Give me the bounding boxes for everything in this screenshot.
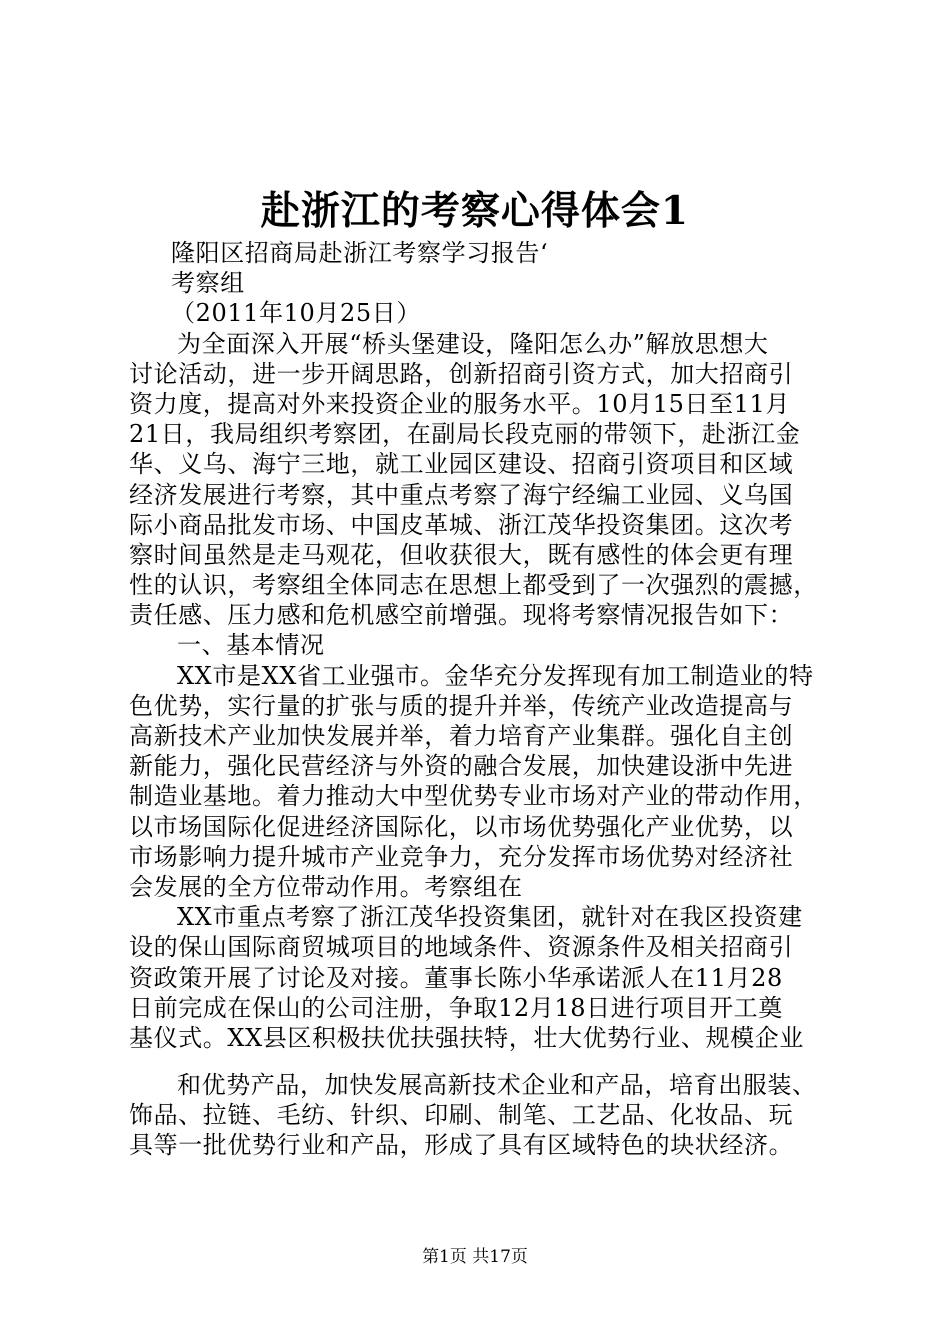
text-line: 会发展的全方位带动作用。考察组在 [129,872,523,901]
text-line: 制造业基地。着力推动大中型优势专业市场对产业的带动作用， [129,782,818,811]
text-line: 性的认识，考察组全体同志在思想上都受到了一次强烈的震撼， [129,571,818,600]
page-number-footer: 第1页 共17页 [422,1247,528,1267]
text-line: 经济发展进行考察，其中重点考察了海宁经编工业园、义乌国 [129,480,794,509]
document-title: 赴浙江的考察心得体会1 [260,188,690,234]
author-line: 考察组 [171,269,245,298]
paragraph-intro [129,329,834,631]
text-line: 高新技术产业加快发展并举，着力培育产业集群。强化自主创 [129,722,794,750]
text-line: 新能力，强化民营经济与外资的融合发展，加快建设浙中先进 [129,752,794,781]
text-line: 和优势产品，加快发展高新技术企业和产品，培育出服装、 [177,1071,817,1099]
text-line: 基仪式。XX县区积极扶优扶强扶特，壮大优势行业、规模企业 [129,1023,804,1052]
text-line: 色优势，实行量的扩张与质的提升并举，传统产业改造提高与 [129,691,794,720]
text-line: 为全面深入开展“桥头堡建设，隆阳怎么办”解放思想大 [177,329,769,358]
text-line: 责任感、压力感和危机感空前增强。现将考察情况报告如下： [129,601,794,630]
text-line: XX市是XX省工业强市。金华充分发挥现有加工制造业的特 [177,661,814,690]
text-line: 饰品、拉链、毛纺、针织、印刷、制笔、工艺品、化妆品、玩 [129,1101,794,1130]
text-line: 察时间虽然是走马观花，但收获很大，既有感性的体会更有理 [129,540,794,569]
text-line: 设的保山国际商贸城项目的地域条件、资源条件及相关招商引 [129,933,794,962]
text-line: 以市场国际化促进经济国际化，以市场优势强化产业优势，以 [129,812,794,841]
text-line: 资力度，提高对外来投资企业的服务水平。10月15日至11月 [129,389,791,418]
paragraph-visit [129,902,834,1053]
document-body-bottom [129,1070,834,1161]
text-line: 市场影响力提升城市产业竞争力，充分发挥市场优势对经济社 [129,842,794,871]
text-line: 21日，我局组织考察团，在副局长段克丽的带领下，赴浙江金 [129,420,801,449]
text-line: XX市重点考察了浙江茂华投资集团，就针对在我区投资建 [177,903,803,932]
paragraph-basic-info [129,661,834,903]
date-line: （2011年10月25日） [171,299,421,328]
text-line: 讨论活动，进一步开阔思路，创新招商引资方式，加大招商引 [129,359,794,388]
report-title-line: 隆阳区招商局赴浙江考察学习报告‘ [171,239,549,267]
text-line: 华、义乌、海宁三地，就工业园区建设、招商引资项目和区域 [129,450,794,479]
text-line: 际小商品批发市场、中国皮革城、浙江茂华投资集团。这次考 [129,510,794,539]
text-line: 日前完成在保山的公司注册，争取12月18日进行项目开工奠 [129,993,783,1022]
document-body-top [129,238,834,1053]
section-heading: 一、基本情况 [177,631,325,660]
text-line: 具等一批优势行业和产品，形成了具有区域特色的块状经济。 [129,1131,794,1160]
text-line: 资政策开展了讨论及对接。董事长陈小华承诺派人在11月28 [129,963,783,992]
